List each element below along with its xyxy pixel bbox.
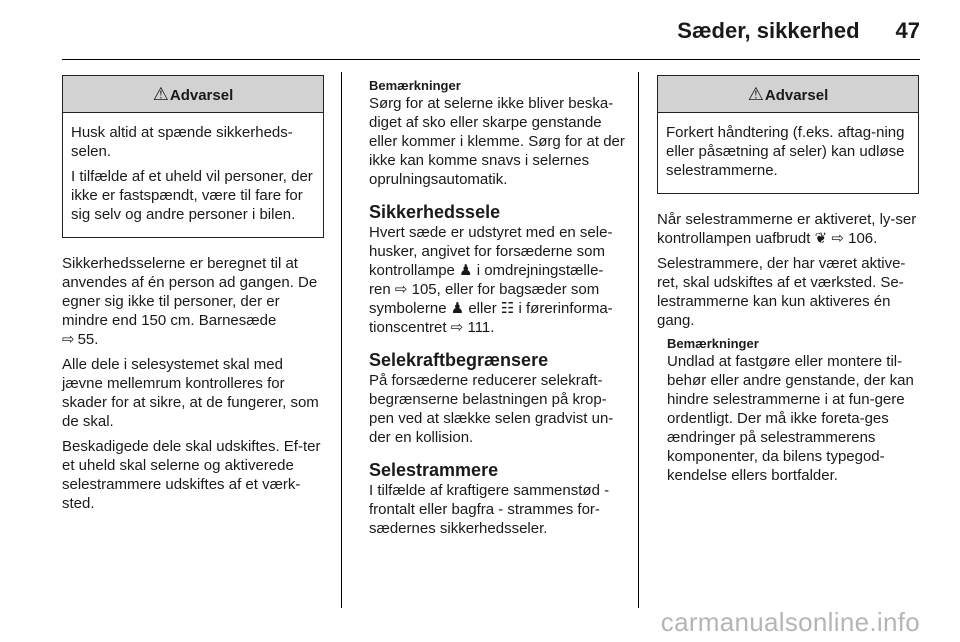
warning-body [658, 113, 918, 193]
paragraph-text: Hvert sæde er udstyret med en sele-husker, angivet for forsæderne som kontrollampe [369, 224, 613, 279]
warning-box [62, 75, 324, 238]
paragraph: Alle dele i selesystemet skal med jævne mellemrum kontrolleres for skader for at sikre, at de fungerer, som de skal. [62, 356, 319, 430]
paragraph: Selestrammere, der har været aktive-ret, skal udskiftes af et værksted. Se-lestrammerne kan kun aktiveres én gang. [657, 255, 906, 329]
warning-header [63, 76, 323, 113]
warning-box [657, 75, 919, 194]
paragraph-text: Når selestrammerne er aktiveret, ly-ser kontrollampen uafbrudt [657, 211, 917, 247]
column-divider-1 [341, 72, 342, 608]
section-heading: Selestrammere [369, 460, 499, 480]
cross-reference-arrow-icon: ⇨ [394, 281, 408, 298]
paragraph: Beskadigede dele skal udskiftes. Ef-ter et uheld skal selerne og aktiverede selestrammere udskiftes af et værk-sted. [62, 438, 321, 512]
section-heading: Selekraftbegrænsere [369, 350, 549, 370]
warning-text: Forkert håndtering (f.eks. aftag-ning eller påsætning af seler) kan udløse selestrammerne. [666, 124, 905, 179]
section-heading: Sikkerhedssele [369, 202, 501, 222]
paragraph-text: eller [468, 300, 497, 317]
note-title: Bemærkninger [369, 78, 461, 93]
column-2 [369, 78, 625, 544]
page-reference: 106. [848, 230, 878, 247]
warning-triangle-icon: ⚠ [152, 84, 169, 104]
paragraph [369, 223, 625, 337]
warning-label: Advarsel [764, 87, 829, 104]
paragraph-text: i omdrejningstælle-ren [369, 262, 604, 298]
warning-triangle-icon: ⚠ [747, 84, 764, 104]
page-header [677, 18, 920, 44]
paragraph-text: Sikkerhedsselerne er beregnet til at anvendes af én person ad gangen. De egner sig ikke til personer, der er mindre end 150 cm. Barnesæde [62, 255, 318, 329]
warning-text: Husk altid at spænde sikkerheds-selen. [71, 124, 293, 160]
page-number: 47 [895, 18, 920, 43]
seatbelt-status-icon: ☷ [500, 300, 515, 317]
page-title: Sæder, sikkerhed [677, 18, 860, 43]
paragraph [62, 254, 324, 349]
note-block [657, 336, 919, 485]
warning-label: Advarsel [169, 87, 234, 104]
airbag-pretensioner-icon: ❦ [814, 230, 828, 247]
paragraph: På forsæderne reducerer selekraft-begrænserne belastningen på krop-pen ved at slække selen gradvist un-der en kollision. [369, 372, 614, 446]
warning-header [658, 76, 918, 113]
paragraph-text: i førerinforma-tionscentret [369, 300, 613, 336]
warning-body [63, 113, 323, 237]
paragraph [657, 210, 919, 248]
seatbelt-reminder-icon: ♟ [450, 300, 465, 317]
note-text: Sørg for at selerne ikke bliver beska-diget af sko eller skarpe genstande eller kommer i klemme. Sørg for at der ikke kan komme snavs i selernes oprulningsautomatik. [369, 95, 625, 188]
column-divider-2 [638, 72, 639, 608]
header-rule [62, 59, 920, 60]
page-reference: 55. [77, 331, 99, 348]
cross-reference-arrow-icon: ⇨ [62, 331, 75, 348]
cross-reference-arrow-icon: ⇨ [831, 230, 844, 247]
warning-text: I tilfælde af et uheld vil personer, der ikke er fastspændt, være til fare for sig selv og andre personer i bilen. [71, 168, 313, 223]
paragraph: I tilfælde af kraftigere sammenstød - frontalt eller bagfra - strammes for-sædernes sikkerhedsseler. [369, 482, 610, 537]
column-1 [62, 75, 324, 519]
note-text: Undlad at fastgøre eller montere til-behør eller andre genstande, der kan hindre selestrammerne i at fun-gere ordentligt. Der må ikke foreta-ges ændringer på selestrammerens komponenter, da bilens typegod-kendelse ellers bortfalder. [667, 353, 914, 484]
page-reference: 111. [467, 319, 495, 336]
note-title: Bemærkninger [667, 336, 759, 351]
cross-reference-arrow-icon: ⇨ [450, 319, 464, 336]
watermark: carmanualsonline.info [660, 607, 920, 637]
paragraph-text: 105, eller for bagsæder som symbolerne [369, 281, 600, 317]
seatbelt-reminder-icon: ♟ [459, 262, 473, 279]
column-3 [657, 75, 919, 491]
